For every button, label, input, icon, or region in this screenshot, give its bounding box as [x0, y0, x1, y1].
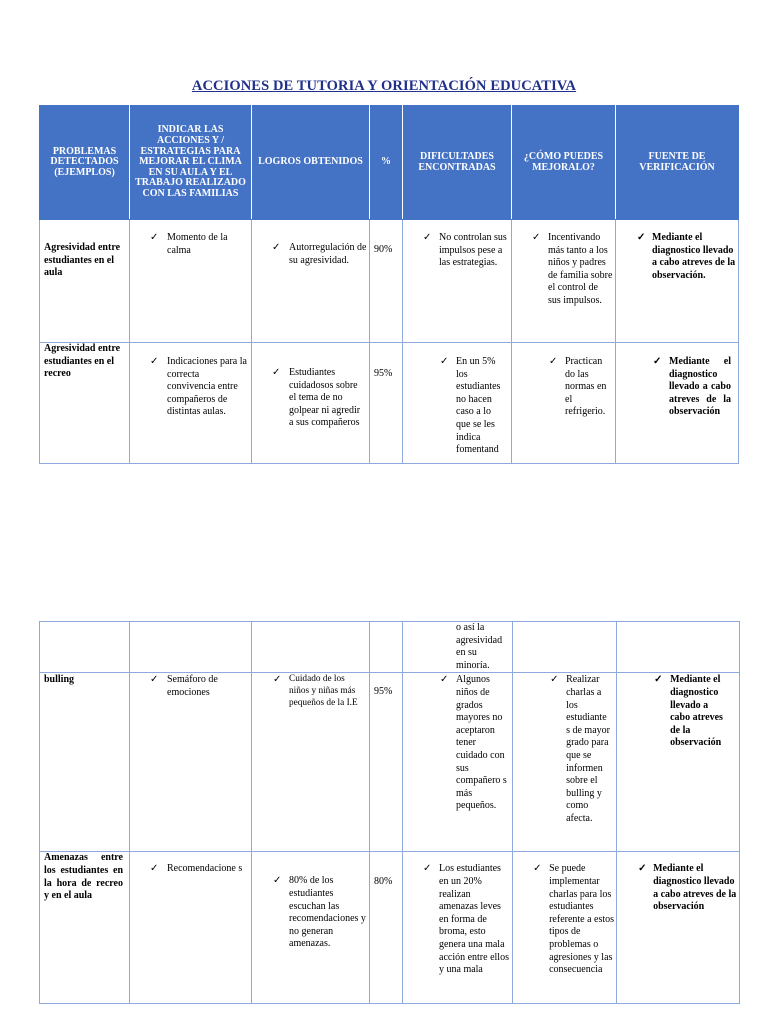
checkmark-icon: ✓	[150, 863, 159, 875]
logro-text: 80% de los estudiantes escuchan las recomendaciones y no generan amenazas.	[289, 875, 366, 950]
porcentaje-text: 90%	[374, 244, 393, 255]
checkmark-icon: ✓	[533, 863, 542, 875]
header-fuente: FUENTE DE VERIFICACIÓN	[616, 106, 739, 220]
accion-cell	[130, 220, 252, 343]
table-row	[40, 343, 739, 464]
porcentaje-cell	[370, 852, 403, 1004]
checkmark-icon: ✓	[272, 242, 281, 253]
mejora-cell	[513, 852, 617, 1004]
dificultad-text: Algunos niños de grados mayores no aceptaron tener cuidado con sus compañero s más pequeños.	[456, 674, 507, 812]
table-row	[40, 220, 739, 343]
porcentaje-cell	[370, 220, 403, 343]
logro-cell	[252, 673, 370, 852]
fuente-cell	[616, 343, 739, 464]
table-row	[40, 673, 740, 852]
dificultad-cell	[403, 673, 513, 852]
checkmark-icon: ✓	[532, 232, 541, 243]
page-title: ACCIONES DE TUTORIA Y ORIENTACIÓN EDUCATIVA	[191, 78, 577, 94]
empty-cell	[130, 622, 252, 673]
problema-text: Agresividad entre estudiantes en el aula	[44, 242, 121, 279]
problema-cell	[40, 852, 130, 1004]
fuente-text: Mediante el diagnostico llevado a cabo atreves de la observación	[669, 356, 731, 418]
dificultad-text: No controlan sus impulsos pese a las estrategias.	[439, 232, 507, 269]
mejora-cell	[512, 220, 616, 343]
dificultad-cell	[403, 343, 512, 464]
mejora-cell	[513, 673, 617, 852]
header-dificultades: DIFICULTADES ENCONTRADAS	[403, 106, 512, 220]
accion-cell	[130, 673, 252, 852]
accion-text: Recomendacione s	[167, 863, 243, 875]
porcentaje-text: 95%	[374, 686, 393, 698]
dificultad-cell	[403, 622, 513, 673]
checkmark-icon: ✓	[637, 232, 646, 243]
checkmark-icon: ✓	[653, 356, 662, 367]
table-row	[40, 622, 740, 673]
checkmark-icon: ✓	[273, 875, 282, 887]
problema-cell	[40, 220, 130, 343]
checkmark-icon: ✓	[440, 356, 449, 367]
header-porcentaje: %	[370, 106, 403, 220]
problema-cell	[40, 343, 130, 464]
mejora-cell	[512, 343, 616, 464]
empty-cell	[370, 622, 403, 673]
accion-cell	[130, 852, 252, 1004]
porcentaje-cell	[370, 673, 403, 852]
checkmark-icon: ✓	[550, 674, 559, 686]
porcentaje-text: 95%	[374, 368, 393, 379]
logro-text: Estudiantes cuidadosos sobre el tema de no golpear ni agredir a sus compañeros	[289, 367, 361, 429]
fuente-text: Mediante el diagnostico llevado a cabo atreves de la observación.	[652, 232, 736, 281]
mejora-text: Realizar charlas a los estudiante s de mayor grado para que se informen sobre el bulling y como afecta.	[566, 674, 610, 824]
problema-text: Agresividad entre estudiantes en el recreo	[44, 343, 121, 380]
header-logros: LOGROS OBTENIDOS	[252, 106, 370, 220]
tutoria-table	[39, 105, 739, 464]
logro-text: Cuidado de los niños y niñas más pequeños de la I.E	[289, 674, 358, 708]
dificultad-text: Los estudiantes en un 20% realizan amenazas leves en forma de broma, esto genera una mala acción entre ellos y una mala	[439, 863, 509, 976]
problema-text: bulling	[44, 674, 75, 686]
checkmark-icon: ✓	[150, 232, 159, 243]
table-row	[40, 852, 740, 1004]
accion-text: Semáforo de emociones	[167, 674, 218, 698]
header-mejoras: ¿CÓMO PUEDES MEJORALO?	[512, 106, 616, 220]
checkmark-icon: ✓	[272, 367, 281, 378]
logro-cell	[252, 343, 370, 464]
porcentaje-text: 80%	[374, 876, 393, 888]
empty-cell	[252, 622, 370, 673]
dificultad-cell	[403, 220, 512, 343]
checkmark-icon: ✓	[549, 356, 558, 367]
fuente-cell	[617, 852, 740, 1004]
fuente-cell	[616, 220, 739, 343]
checkmark-icon: ✓	[423, 863, 432, 875]
logro-cell	[252, 852, 370, 1004]
problema-cell	[40, 673, 130, 852]
empty-cell	[40, 622, 130, 673]
mejora-text: Incentivando más tanto a los niños y padres de familia sobre el control de sus impulsos.	[548, 232, 613, 306]
mejora-text: Practican do las normas en el refrigerio.	[565, 356, 607, 418]
table-header-row	[40, 106, 739, 220]
checkmark-icon: ✓	[150, 674, 159, 686]
logro-cell	[252, 220, 370, 343]
empty-cell	[617, 622, 740, 673]
header-acciones: INDICAR LAS ACCIONES Y / ESTRATEGIAS PARA MEJORAR EL CLIMA EN SU AULA Y EL TRABAJO REALIZADO CON LAS FAMILIAS	[130, 106, 252, 220]
accion-cell	[130, 343, 252, 464]
dificultad-cell	[403, 852, 513, 1004]
checkmark-icon: ✓	[638, 863, 647, 875]
fuente-text: Mediante el diagnostico llevado a cabo atreves de la observación	[653, 863, 737, 913]
header-problemas: PROBLEMAS DETECTADOS (EJEMPLOS)	[40, 106, 130, 220]
checkmark-icon: ✓	[440, 674, 449, 686]
fuente-cell	[617, 673, 740, 852]
empty-cell	[513, 622, 617, 673]
checkmark-icon: ✓	[654, 674, 663, 686]
checkmark-icon: ✓	[273, 674, 282, 686]
dificultad-text: En un 5% los estudiantes no hacen caso a lo que se les indica fomentand	[456, 356, 501, 456]
dificultad-text: o así la agresividad en su minoría.	[456, 622, 503, 671]
checkmark-icon: ✓	[150, 356, 159, 367]
accion-text: Momento de la calma	[167, 232, 228, 256]
problema-text: Amenazas entre los estudiantes en la hora de recreo y en el aula	[44, 852, 123, 902]
fuente-text: Mediante el diagnostico llevado a cabo atreves de la observación	[670, 674, 723, 749]
porcentaje-cell	[370, 343, 403, 464]
accion-text: Indicaciones para la correcta convivencia entre compañeros de distintas aulas.	[167, 356, 247, 418]
checkmark-icon: ✓	[423, 232, 432, 243]
tutoria-table-continued	[39, 621, 740, 1004]
mejora-text: Se puede implementar charlas para los estudiantes referente a estos tipos de problemas o agresiones y las consecuencia	[549, 863, 615, 976]
logro-text: Autorregulación de su agresividad.	[289, 242, 367, 266]
